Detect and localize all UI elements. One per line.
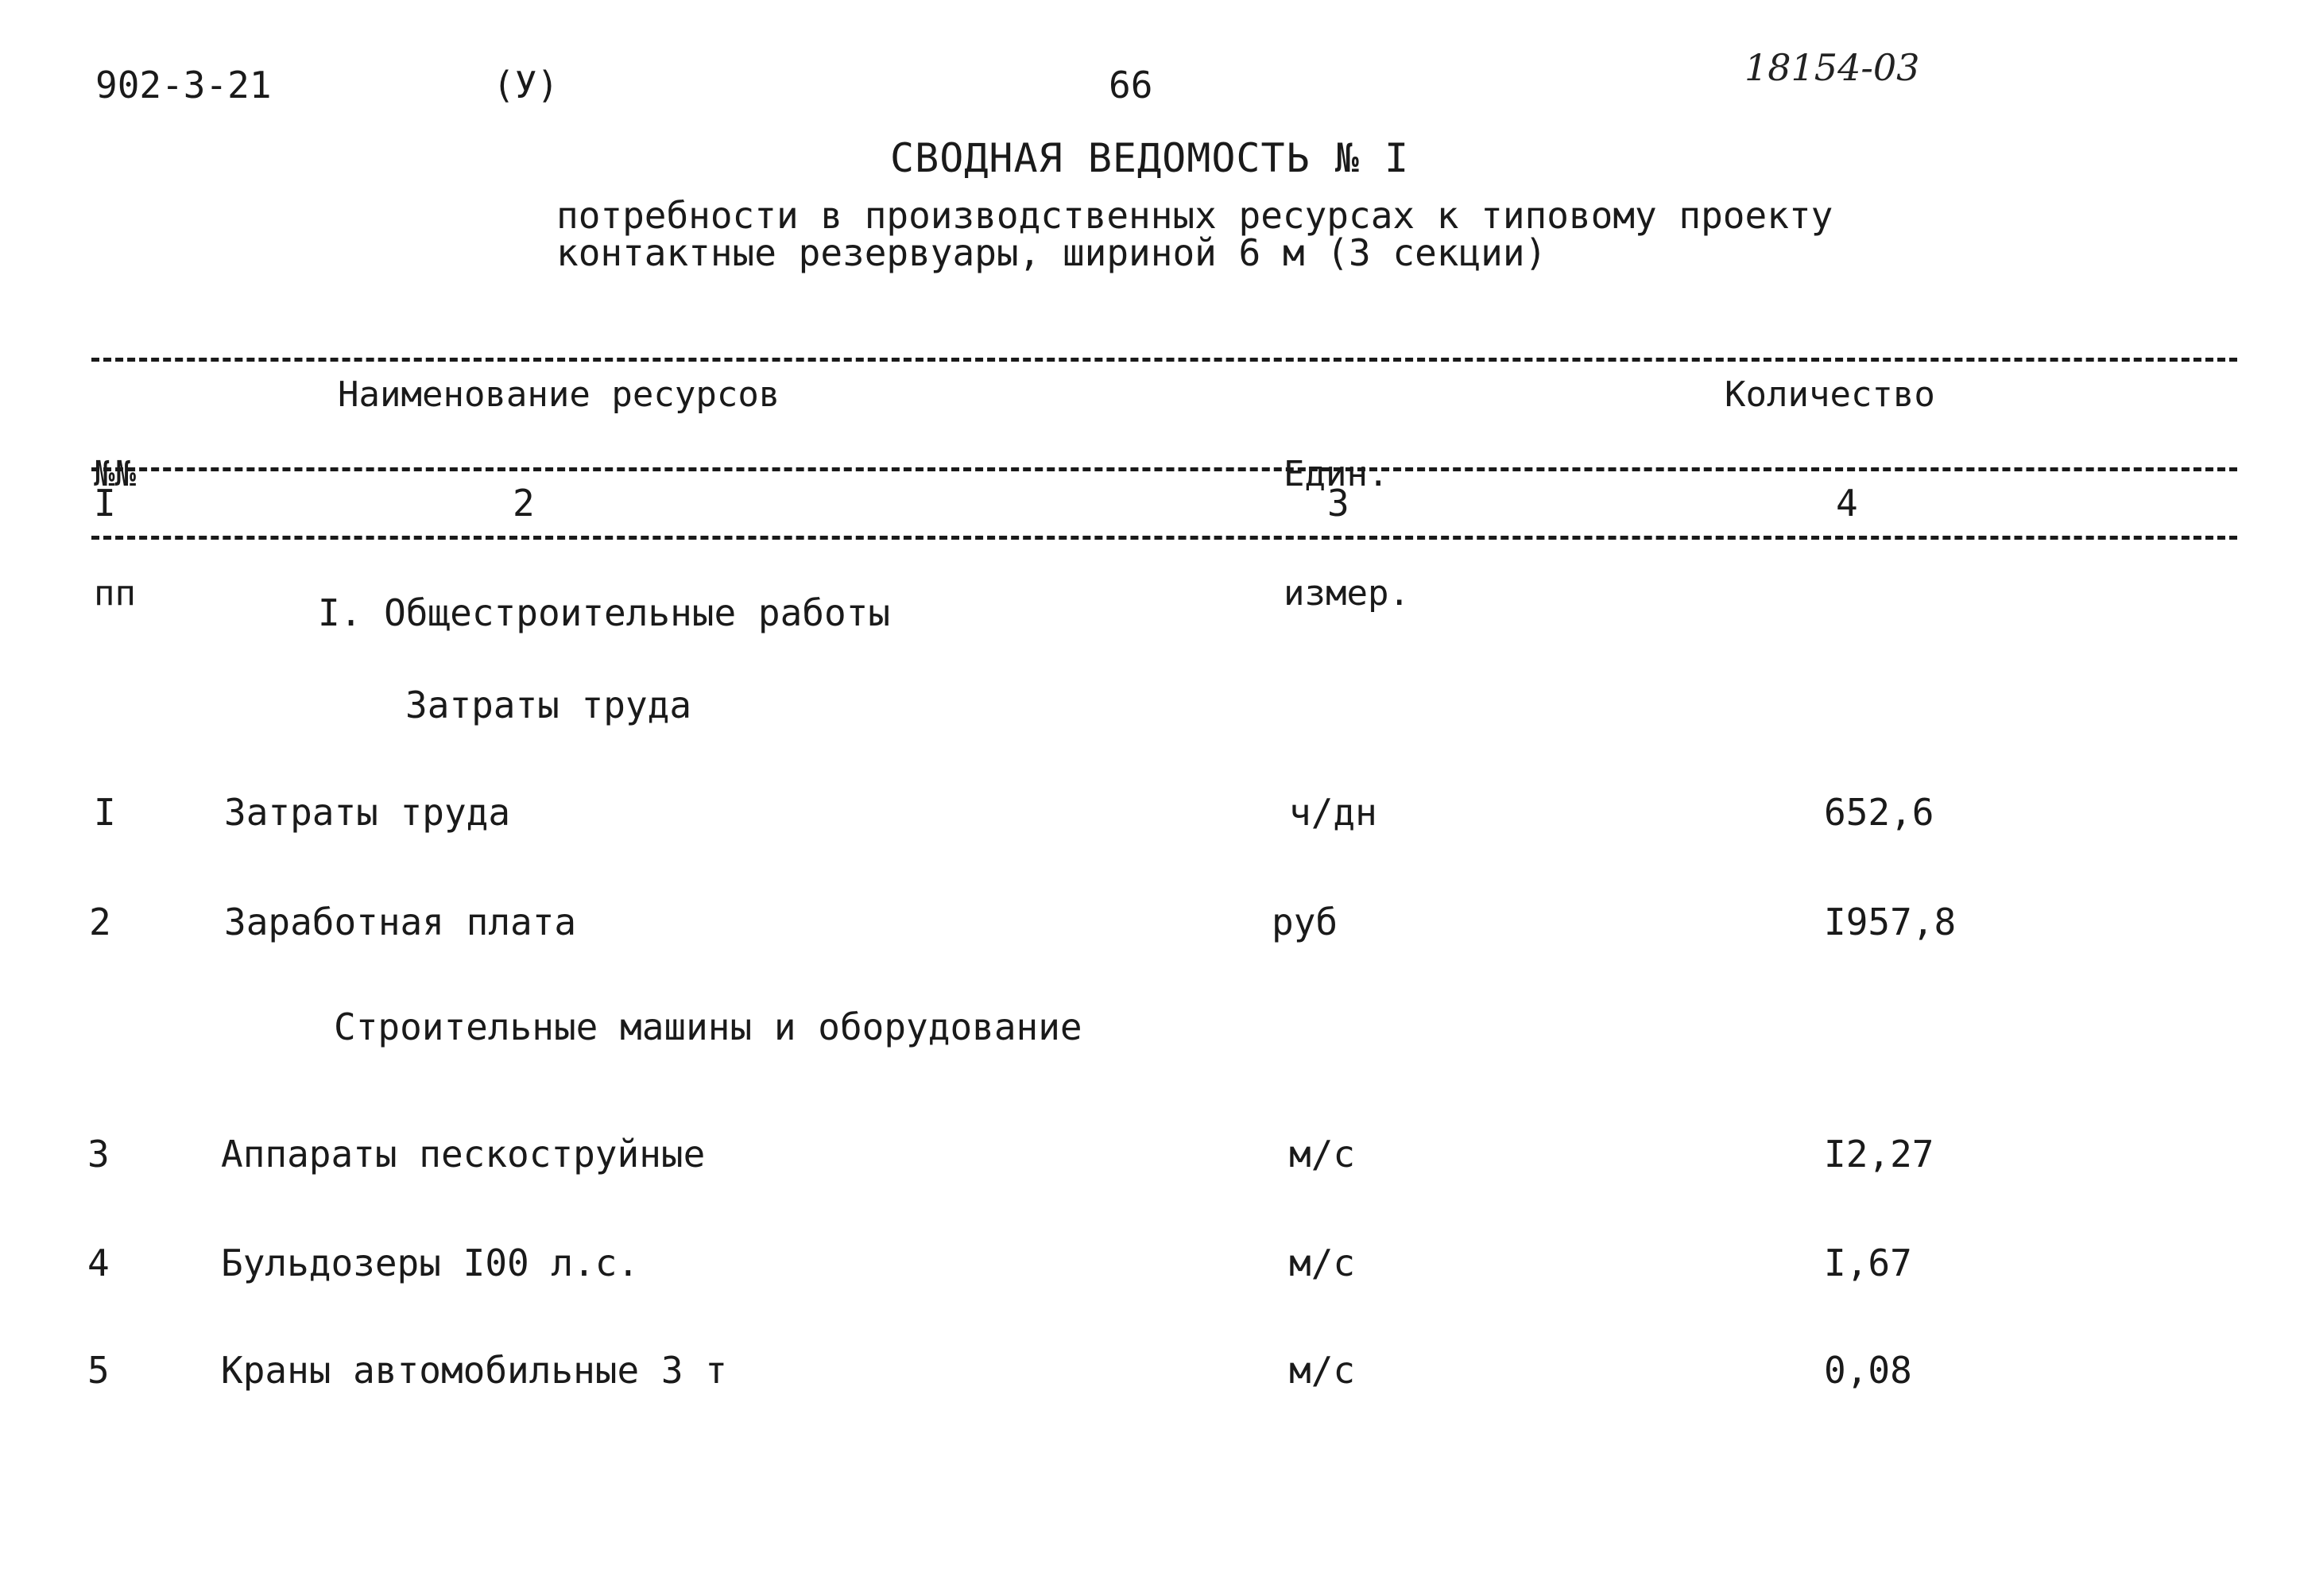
column-number-4: 4 xyxy=(1836,482,1858,525)
column-number-3: 3 xyxy=(1327,482,1349,525)
column-header-unit-line1: Един. xyxy=(1284,454,1389,494)
row-unit: руб xyxy=(1272,901,1338,943)
row-quantity: 652,6 xyxy=(1824,791,1934,834)
document-code: 902-3-21 xyxy=(95,64,272,107)
table-top-rule xyxy=(91,358,2237,362)
column-header-number-line2: пп xyxy=(94,573,136,614)
column-header-number-line1: №№ xyxy=(94,454,136,494)
row-number: 5 xyxy=(87,1349,110,1392)
row-unit: ч/дн xyxy=(1289,791,1377,834)
row-resource-name: Затраты труда xyxy=(224,791,511,834)
row-resource-name: Заработная плата xyxy=(224,901,577,943)
row-number: 4 xyxy=(87,1242,110,1284)
row-quantity: 0,08 xyxy=(1824,1349,1912,1392)
row-unit: м/с xyxy=(1289,1349,1356,1392)
row-quantity: I,67 xyxy=(1824,1242,1912,1284)
page-number: 66 xyxy=(1109,64,1153,107)
row-number: 3 xyxy=(87,1133,110,1176)
document-title: СВОДНАЯ ВЕДОМОСТЬ № I xyxy=(890,135,1410,181)
column-number-1: I xyxy=(94,482,116,525)
row-number: I xyxy=(94,791,116,834)
row-unit: м/с xyxy=(1289,1133,1356,1176)
subtitle-line-1: потребности в производственных ресурсах к типовому проекту xyxy=(556,194,1833,237)
section-title: I. Общестроительные работы xyxy=(318,591,891,634)
series-mark: (У) xyxy=(493,64,560,107)
column-number-2: 2 xyxy=(513,482,535,525)
row-resource-name: Бульдозеры I00 л.с. xyxy=(221,1242,640,1284)
table-numbers-rule xyxy=(91,536,2237,540)
column-header-name: Наименование ресурсов xyxy=(338,374,780,415)
column-header-quantity: Количество xyxy=(1725,374,1935,415)
table-header-rule xyxy=(91,467,2237,471)
group-title: Строительные машины и оборудование xyxy=(334,1005,1082,1048)
row-unit: м/с xyxy=(1289,1242,1356,1284)
row-quantity: I957,8 xyxy=(1824,901,1957,943)
row-number: 2 xyxy=(89,901,111,943)
inventory-number: 18154-03 xyxy=(1744,46,1920,89)
row-resource-name: Аппараты пескоструйные xyxy=(221,1133,706,1176)
row-quantity: I2,27 xyxy=(1824,1133,1934,1176)
group-title: Затраты труда xyxy=(405,684,692,726)
column-header-unit-line2: измер. xyxy=(1284,573,1410,614)
row-resource-name: Краны автомобильные 3 т xyxy=(221,1349,727,1392)
subtitle-line-2: контактные резервуары, шириной 6 м (3 секции) xyxy=(556,231,1547,274)
